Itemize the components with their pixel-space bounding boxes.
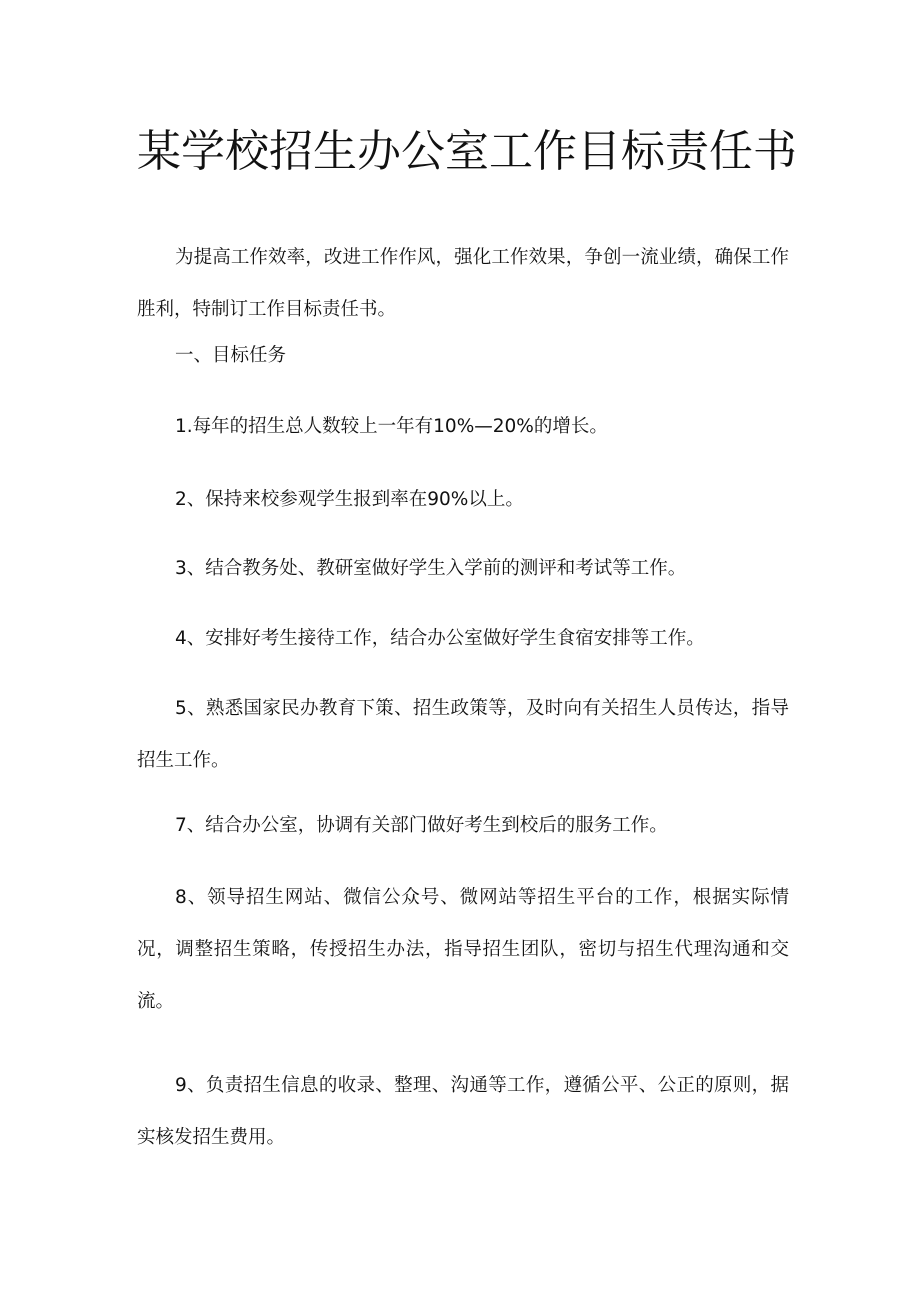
goal-item-3: 3、结合教务处、教研室做好学生入学前的测评和考试等工作。	[175, 558, 687, 579]
goal-item-2: 2、保持来校参观学生报到率在90%以上。	[175, 489, 524, 510]
goal-item-5: 5、熟悉国家民办教育下策、招生政策等，及时向有关招生人员传达，指导招生工作。	[137, 698, 789, 771]
intro-paragraph: 为提高工作效率，改进工作作风，强化工作效果，争创一流业绩，确保工作胜利，特制订工作目标责任书。	[137, 247, 789, 320]
section-heading-goals: 一、目标任务	[175, 345, 287, 366]
goal-item-7: 7、结合办公室，协调有关部门做好考生到校后的服务工作。	[175, 815, 668, 836]
document-title: 某学校招生办公室工作目标责任书	[137, 126, 797, 177]
goal-item-9: 9、负责招生信息的收录、整理、沟通等工作，遵循公平、公正的原则，据实核发招生费用。	[137, 1075, 789, 1148]
goal-item-1: 1.每年的招生总人数较上一年有10%—20%的增长。	[175, 416, 608, 437]
goal-item-8: 8、领导招生网站、微信公众号、微网站等招生平台的工作，根据实际情况，调整招生策略，传授招生办法，指导招生团队，密切与招生代理沟通和交流。	[137, 887, 789, 1012]
goal-item-4: 4、安排好考生接待工作，结合办公室做好学生食宿安排等工作。	[175, 628, 705, 649]
